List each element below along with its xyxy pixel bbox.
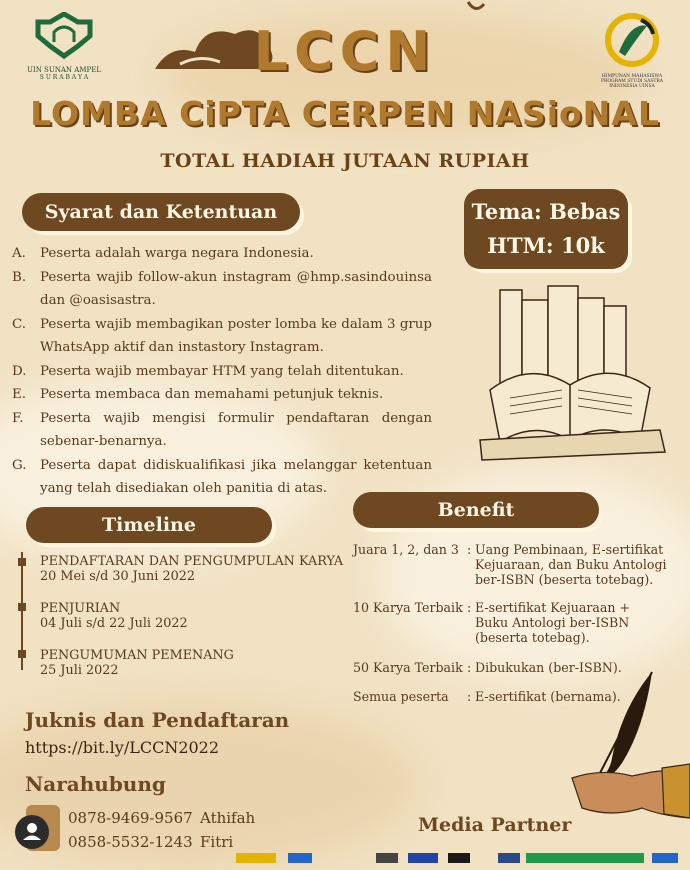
benefit-who: 50 Karya Terbaik: [353, 660, 463, 675]
rule-item: [12, 407, 432, 454]
contact-name: Athifah: [200, 809, 256, 827]
contact-name: Fitri: [200, 833, 234, 851]
benefit-heading: Benefit: [353, 492, 599, 528]
rule-letter: D.: [12, 363, 27, 379]
rule-text: Peserta wajib membayar HTM yang telah ditentukan.: [40, 363, 404, 379]
timeline-marker: [18, 650, 26, 658]
rule-letter: B.: [12, 269, 27, 285]
rule-letter: F.: [12, 410, 24, 426]
timeline-marker: [18, 603, 26, 611]
benefit-what: Uang Pembinaan, E-sertifikat Kejuaraan, dan Buku Antologi ber-ISBN (beserta totebag).: [475, 542, 667, 587]
registration-link[interactable]: https://bit.ly/LCCN2022: [25, 738, 220, 757]
event-acronym: LCCN: [253, 20, 437, 83]
leaf-decoration: [466, 0, 486, 14]
timeline-step-date: 20 Mei s/d 30 Juni 2022: [40, 569, 196, 584]
benefit-who: Semua peserta: [353, 689, 449, 704]
partner-logo: [236, 853, 276, 863]
rule-letter: A.: [12, 246, 26, 261]
timeline-step-date: 25 Juli 2022: [40, 663, 119, 678]
rule-text: Peserta dapat didiskualifikasi jika melanggar ketentuan yang telah disediakan oleh panitia di atas.: [40, 457, 432, 496]
contact-phone[interactable]: 0878-9469-9567: [68, 809, 193, 827]
rule-letter: E.: [12, 387, 27, 402]
rule-item: [12, 242, 432, 266]
rule-text: Peserta wajib follow-akun instagram @hmp.sasindouinsa dan @oasisastra.: [40, 269, 432, 308]
rule-item: [12, 266, 432, 313]
timeline-marker: [18, 558, 26, 566]
timeline-heading: Timeline: [26, 507, 272, 543]
prize-tagline: TOTAL HADIAH JUTAAN RUPIAH: [160, 150, 530, 172]
partner-logo: [408, 853, 438, 863]
benefit-colon: :: [467, 542, 472, 557]
rule-text: Peserta membaca dan memahami petunjuk teknis.: [40, 387, 384, 402]
benefit-colon: :: [467, 660, 472, 675]
benefit-who: Juara 1, 2, dan 3: [353, 542, 459, 557]
theme-label: Tema: Bebas: [471, 199, 621, 224]
books-illustration: [470, 280, 670, 470]
rule-item: [12, 383, 432, 407]
benefit-what: E-sertifikat (bernama).: [475, 689, 621, 704]
juknis-heading: Juknis dan Pendaftaran: [25, 708, 290, 732]
benefit-what: Dibukukan (ber-ISBN).: [475, 660, 622, 675]
rules-list: [12, 242, 432, 501]
partner-logo: [376, 853, 398, 863]
timeline-step-date: 04 Juli s/d 22 Juli 2022: [40, 616, 188, 631]
rules-heading: Syarat dan Ketentuan: [22, 193, 300, 231]
timeline-step-title: PENDAFTARAN DAN PENGUMPULAN KARYA: [40, 554, 344, 569]
uinsa-caption: UIN SUNAN AMPEL: [27, 66, 101, 74]
rule-item: [12, 360, 432, 384]
uinsa-caption-city: S U R A B A Y A: [39, 74, 89, 81]
benefit-colon: :: [467, 689, 472, 704]
partner-logo: [288, 853, 312, 863]
partner-logo: [526, 853, 644, 863]
partner-logo: [652, 853, 678, 863]
partner-logo: [448, 853, 470, 863]
timeline-step-title: PENJURIAN: [40, 601, 121, 616]
rule-text: Peserta adalah warga negara Indonesia.: [40, 246, 314, 261]
media-partner-heading: Media Partner: [418, 814, 572, 836]
rule-item: [12, 313, 432, 360]
contact-phone[interactable]: 0858-5532-1243: [68, 833, 193, 851]
partner-logo: [498, 853, 520, 863]
rule-text: Peserta wajib mengisi formulir pendaftaran dengan sebenar-benarnya.: [40, 410, 432, 449]
contact-heading: Narahubung: [25, 772, 166, 796]
hmp-caption: HIMPUNAN MAHASISWA PROGRAM STUDI SASTRA INDONESIA UINSA: [600, 74, 664, 89]
rule-letter: G.: [12, 457, 27, 473]
rule-text: Peserta wajib membagikan poster lomba ke dalam 3 grup WhatsApp aktif dan instastory Instagram.: [40, 316, 432, 355]
theme-badge: [464, 189, 628, 269]
media-partner-logos: [236, 853, 690, 863]
benefit-what: E-sertifikat Kejuaraan + Buku Antologi ber-ISBN (beserta totebag).: [475, 600, 631, 645]
user-avatar-icon[interactable]: [15, 815, 49, 849]
person-icon: [15, 815, 49, 849]
quill-illustration: [552, 668, 690, 828]
timeline-step-title: PENGUMUMAN PEMENANG: [40, 648, 234, 663]
event-title: LOMBA CiPTA CERPEN NASioNAL: [30, 94, 660, 133]
benefit-who: 10 Karya Terbaik: [353, 600, 463, 615]
fee-label: HTM: 10k: [487, 233, 605, 258]
rule-letter: C.: [12, 316, 27, 332]
benefit-colon: :: [467, 600, 472, 615]
